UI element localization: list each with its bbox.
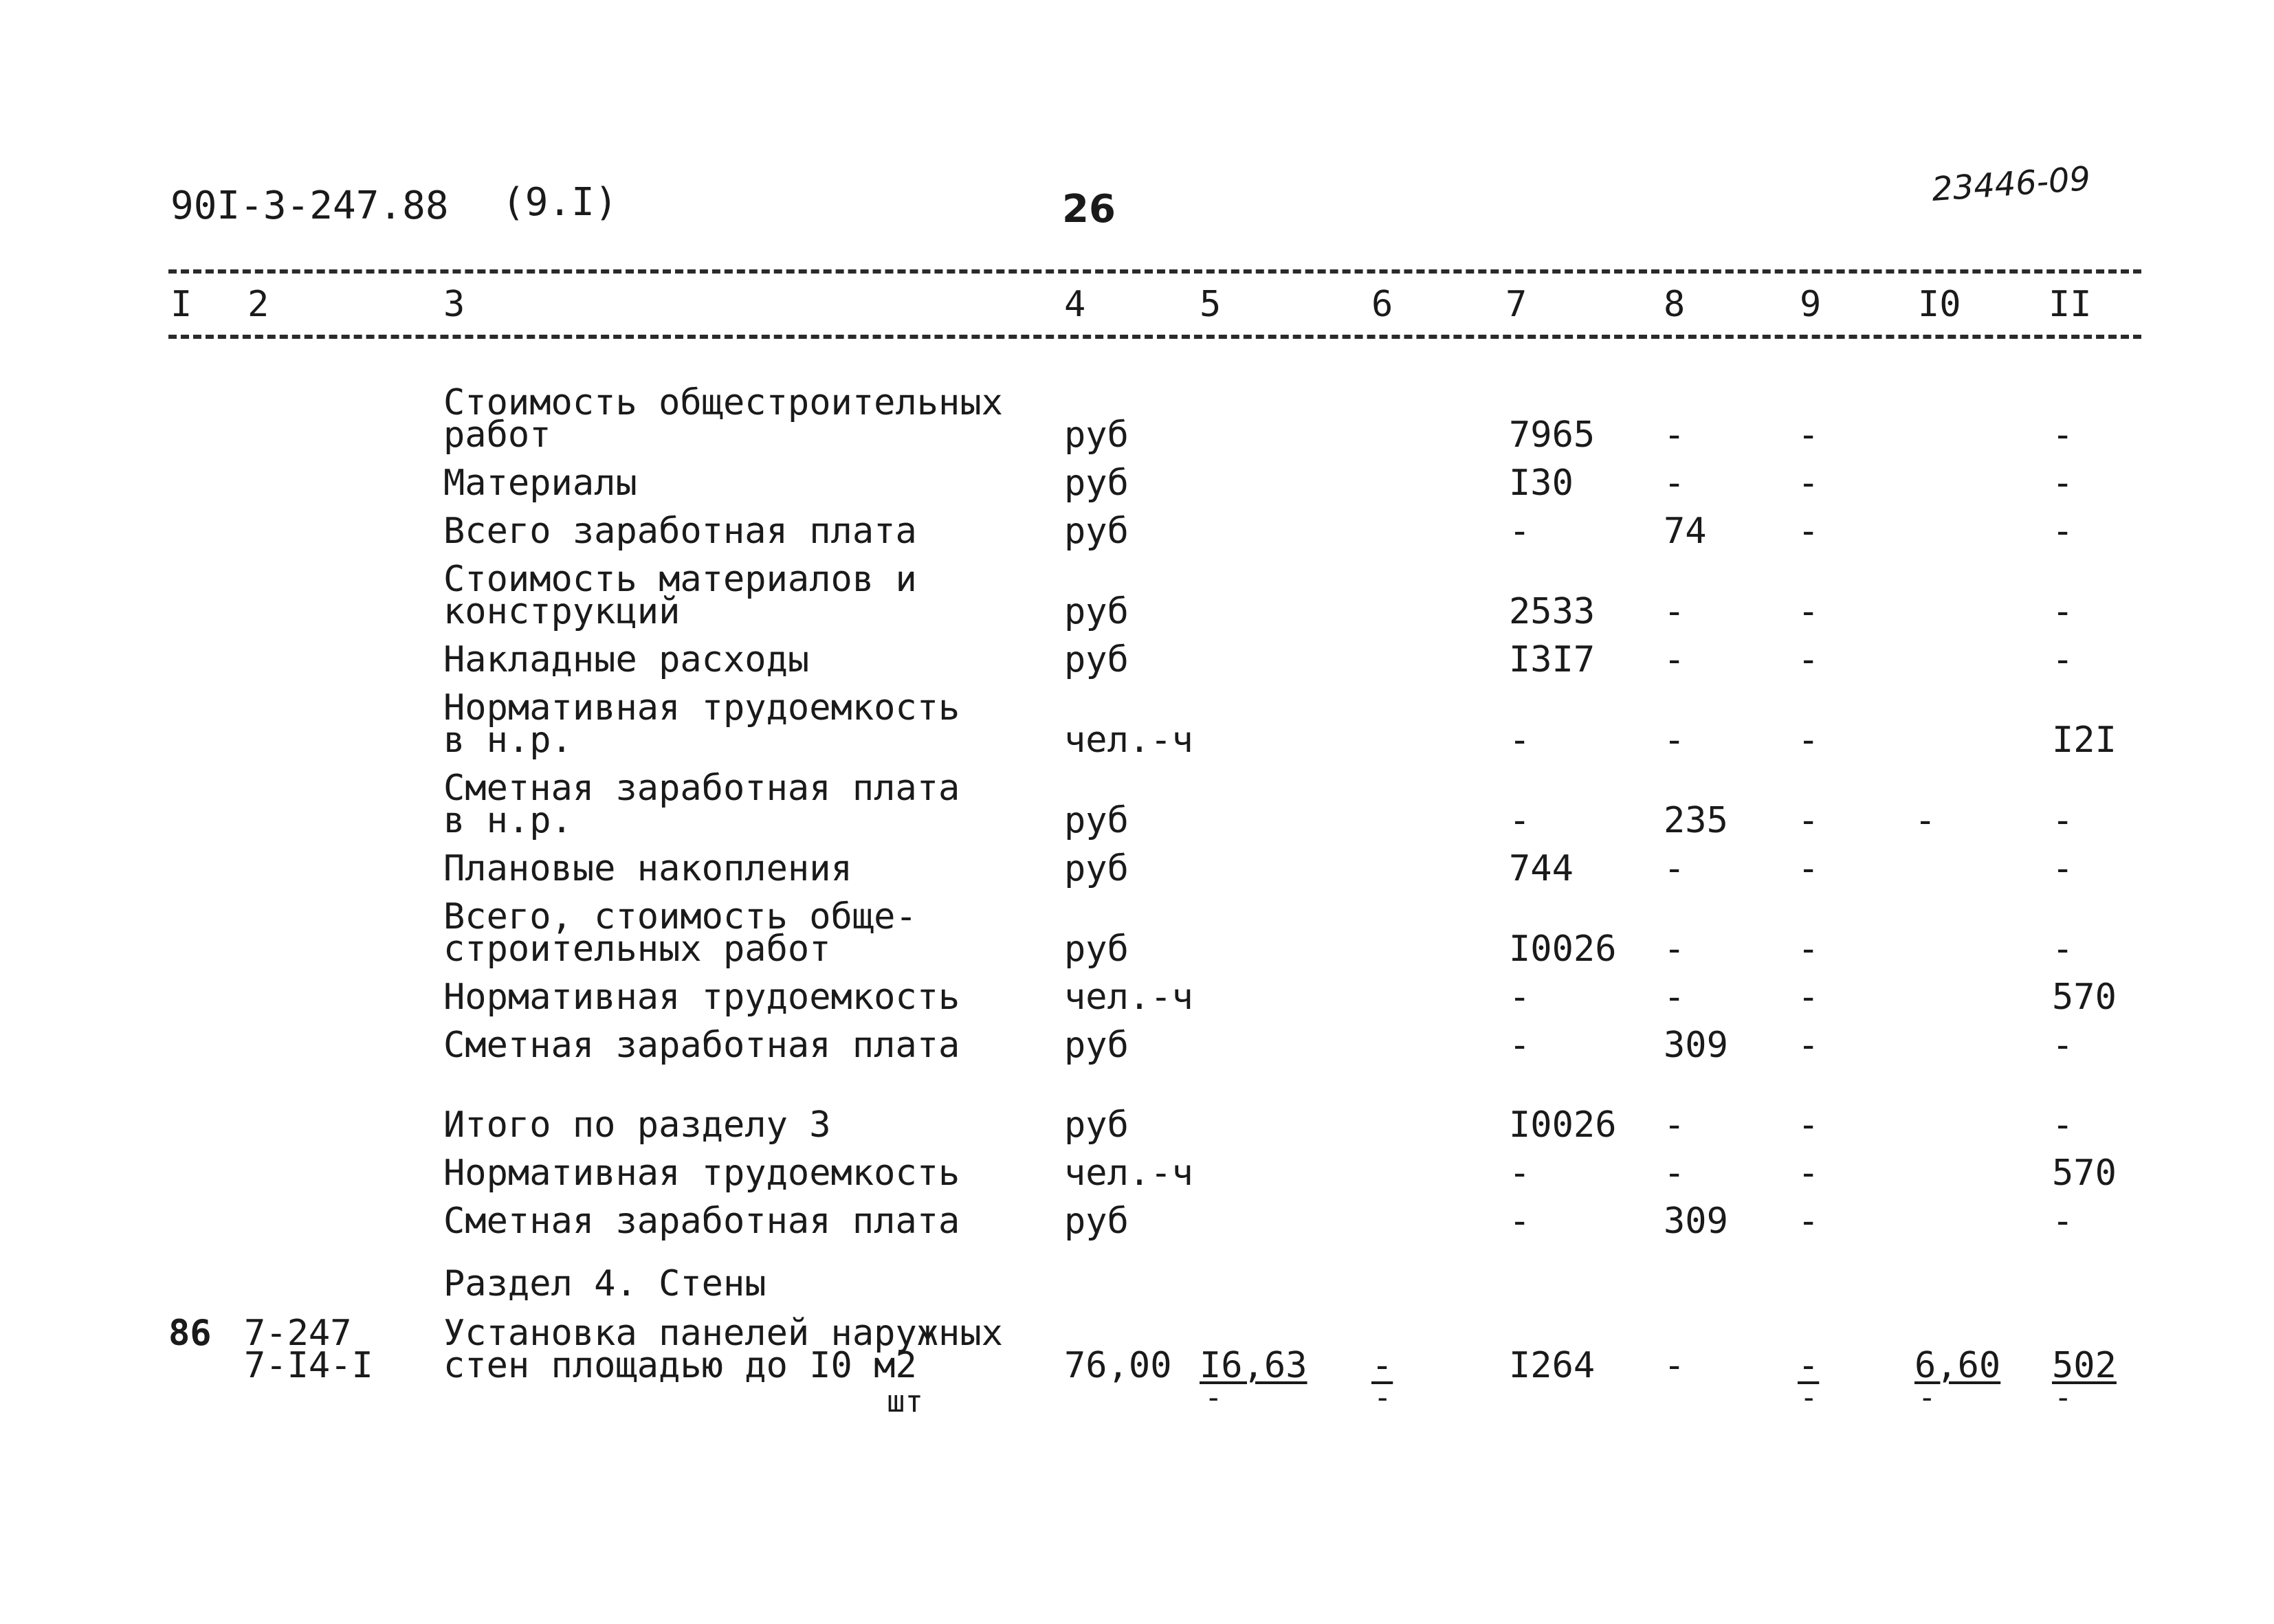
- col11-value: -: [2052, 1025, 2074, 1066]
- col9-value: -: [1798, 463, 1820, 504]
- col8-value: -: [1664, 928, 1686, 970]
- row-name: Нормативная трудоемкость: [443, 687, 960, 728]
- row-unit: руб: [1064, 414, 1129, 456]
- col8-value: -: [1664, 414, 1686, 456]
- col11-value: -: [2052, 414, 2074, 456]
- row-unit: руб: [1064, 511, 1129, 552]
- row-unit: руб: [1064, 1025, 1129, 1066]
- col6-value: -: [1371, 1345, 1393, 1386]
- item-code: 7-247: [244, 1313, 352, 1354]
- row-name-cont: стен площадью до I0 м2: [443, 1345, 917, 1386]
- row-name: Материалы: [443, 463, 637, 504]
- col11-value: -: [2052, 928, 2074, 970]
- col9-value: -: [1798, 928, 1820, 970]
- row-name: Стоимость общестроительных: [443, 382, 1003, 423]
- col6-subvalue: -: [1373, 1380, 1392, 1415]
- col9-value: -: [1798, 720, 1820, 761]
- col7-value: I3I7: [1509, 639, 1596, 680]
- row-name: Итого по разделу 3: [443, 1104, 831, 1146]
- row-name: Установка панелей наружных: [443, 1313, 1003, 1354]
- row-name: Накладные расходы: [443, 639, 810, 680]
- col9-value: -: [1798, 639, 1820, 680]
- col8-value: 309: [1664, 1201, 1728, 1242]
- handwritten-number: 23446-09: [1930, 159, 2092, 209]
- col11-value: -: [2052, 848, 2074, 889]
- col8-value: -: [1664, 591, 1686, 632]
- document-code: 90I-3-247.88: [170, 183, 449, 228]
- col11-value: -: [2052, 800, 2074, 841]
- col7-value: -: [1509, 1025, 1531, 1066]
- col9-value: -: [1798, 800, 1820, 841]
- col11-value: -: [2052, 639, 2074, 680]
- row-name: Стоимость материалов и: [443, 559, 917, 600]
- col9-value: -: [1798, 1104, 1820, 1146]
- col8-value: 74: [1664, 511, 1707, 552]
- item-code-secondary: 7-I4-I: [244, 1345, 373, 1386]
- col7-value: I0026: [1509, 1104, 1617, 1146]
- row-name: Плановые накопления: [443, 848, 852, 889]
- row-name: Всего заработная плата: [443, 511, 917, 552]
- col10-value: 6,60: [1914, 1345, 2001, 1386]
- header-top-rule: [168, 269, 2141, 274]
- col8-value: -: [1664, 848, 1686, 889]
- item-number: 86: [168, 1313, 212, 1354]
- col11-value: -: [2052, 1104, 2074, 1146]
- col-header-9: 9: [1800, 284, 1822, 325]
- row-unit: руб: [1064, 848, 1129, 889]
- col9-value: -: [1798, 848, 1820, 889]
- col-header-2: 2: [247, 284, 269, 325]
- row-name-cont: конструкций: [443, 591, 681, 632]
- col9-value: -: [1798, 1345, 1820, 1386]
- col11-value: 570: [2052, 977, 2117, 1018]
- col9-value: -: [1798, 1201, 1820, 1242]
- col10-subvalue: -: [1918, 1380, 1936, 1415]
- col11-value: I2I: [2052, 720, 2117, 761]
- col7-value: 7965: [1509, 414, 1596, 456]
- row-unit: чел.-ч: [1064, 720, 1193, 761]
- row-name: Сметная заработная плата: [443, 1201, 960, 1242]
- col7-value: -: [1509, 720, 1531, 761]
- page-number: 26: [1062, 187, 1116, 232]
- col-header-6: 6: [1371, 284, 1393, 325]
- col11-value: -: [2052, 511, 2074, 552]
- col8-value: 309: [1664, 1025, 1728, 1066]
- col9-subvalue: -: [1800, 1380, 1818, 1415]
- col7-value: -: [1509, 977, 1531, 1018]
- col8-value: -: [1664, 1104, 1686, 1146]
- col-header-4: 4: [1064, 284, 1086, 325]
- col8-value: -: [1664, 1345, 1686, 1386]
- row-name-cont: работ: [443, 414, 551, 456]
- col11-value: -: [2052, 591, 2074, 632]
- col11-value: 570: [2052, 1153, 2117, 1194]
- col4-value: 76,00: [1064, 1345, 1172, 1386]
- row-name-cont: строительных работ: [443, 928, 831, 970]
- col11-value: -: [2052, 1201, 2074, 1242]
- row-name: Сметная заработная плата: [443, 768, 960, 809]
- col-header-3: 3: [443, 284, 465, 325]
- col-header-11: II: [2049, 284, 2092, 325]
- col5-subvalue: -: [1204, 1380, 1223, 1415]
- col7-value: 744: [1509, 848, 1574, 889]
- col9-value: -: [1798, 977, 1820, 1018]
- col9-value: -: [1798, 511, 1820, 552]
- header-bottom-rule: [168, 335, 2141, 339]
- col11-value: -: [2052, 463, 2074, 504]
- section-title: Раздел 4. Стены: [443, 1263, 766, 1304]
- col-header-1: I: [170, 284, 192, 325]
- col8-value: -: [1664, 463, 1686, 504]
- col-header-5: 5: [1200, 284, 1222, 325]
- col7-value: I264: [1509, 1345, 1596, 1386]
- row-unit: чел.-ч: [1064, 977, 1193, 1018]
- col9-value: -: [1798, 1153, 1820, 1194]
- col9-value: -: [1798, 414, 1820, 456]
- col7-value: I0026: [1509, 928, 1617, 970]
- col11-subvalue: -: [2054, 1380, 2073, 1415]
- row-name: Нормативная трудоемкость: [443, 1153, 960, 1194]
- col8-value: -: [1664, 639, 1686, 680]
- row-unit: чел.-ч: [1064, 1153, 1193, 1194]
- col11-value: 502: [2052, 1345, 2117, 1386]
- col-header-7: 7: [1505, 284, 1527, 325]
- col10-value: -: [1914, 800, 1936, 841]
- col7-value: -: [1509, 511, 1531, 552]
- row-unit: руб: [1064, 639, 1129, 680]
- row-unit: руб: [1064, 800, 1129, 841]
- row-name: Всего, стоимость обще-: [443, 896, 917, 937]
- col7-value: -: [1509, 800, 1531, 841]
- col5-value: I6,63: [1200, 1345, 1307, 1386]
- col-header-8: 8: [1664, 284, 1686, 325]
- section-reference: (9.I): [502, 180, 618, 225]
- col7-value: -: [1509, 1201, 1531, 1242]
- row-name-cont: в н.р.: [443, 800, 573, 841]
- row-unit: руб: [1064, 1201, 1129, 1242]
- col9-value: -: [1798, 591, 1820, 632]
- col8-value: -: [1664, 1153, 1686, 1194]
- row-unit: руб: [1064, 1104, 1129, 1146]
- col7-value: -: [1509, 1153, 1531, 1194]
- unit-note: шт: [887, 1384, 923, 1419]
- col8-value: -: [1664, 720, 1686, 761]
- row-unit: руб: [1064, 591, 1129, 632]
- col7-value: I30: [1509, 463, 1574, 504]
- col9-value: -: [1798, 1025, 1820, 1066]
- row-name: Нормативная трудоемкость: [443, 977, 960, 1018]
- col7-value: 2533: [1509, 591, 1596, 632]
- col-header-10: I0: [1918, 284, 1961, 325]
- row-name: Сметная заработная плата: [443, 1025, 960, 1066]
- col8-value: 235: [1664, 800, 1728, 841]
- row-unit: руб: [1064, 463, 1129, 504]
- row-unit: руб: [1064, 928, 1129, 970]
- col8-value: -: [1664, 977, 1686, 1018]
- row-name-cont: в н.р.: [443, 720, 573, 761]
